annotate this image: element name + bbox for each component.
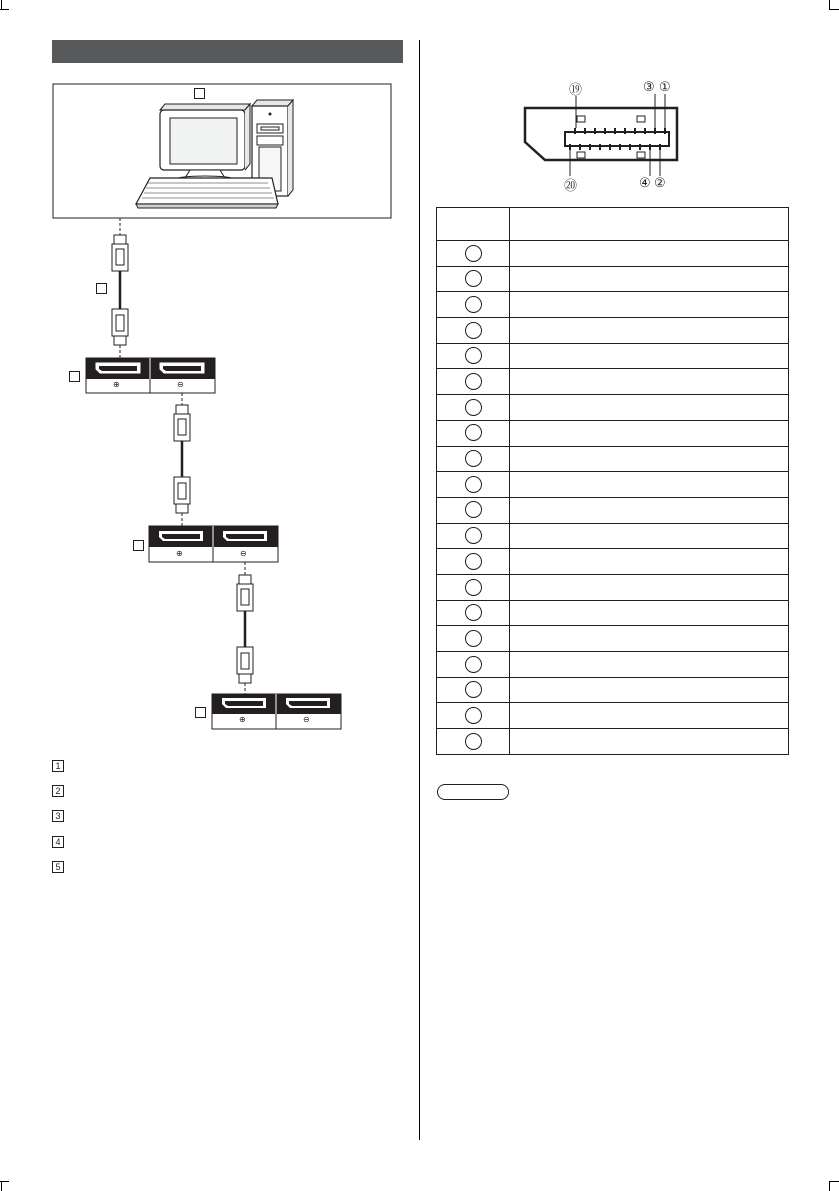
signal-name-cell xyxy=(510,677,789,703)
pin-number-circle xyxy=(465,553,482,570)
table-row xyxy=(437,729,789,755)
pin-number-cell xyxy=(437,241,510,267)
pin-number-cell xyxy=(437,626,510,652)
table-row xyxy=(437,292,789,318)
signal-name-cell xyxy=(510,369,789,395)
pin-number-circle xyxy=(465,630,482,647)
table-row xyxy=(437,472,789,498)
signal-name-cell xyxy=(510,343,789,369)
pin-number-circle xyxy=(465,450,482,467)
legend-item xyxy=(52,760,392,774)
legend-number-box: 1 xyxy=(52,760,64,772)
signal-name-cell xyxy=(510,241,789,267)
signal-name-cell xyxy=(510,549,789,575)
legend-item xyxy=(52,861,392,875)
section-header-bar xyxy=(52,40,403,63)
input-port-icon: ⊕ xyxy=(176,549,183,558)
output-port-icon: ⊖ xyxy=(303,715,310,724)
note-badge xyxy=(437,784,509,800)
table-row xyxy=(437,652,789,678)
legend-item xyxy=(52,810,392,824)
callout-display-3 xyxy=(195,707,206,718)
legend-number-box: 2 xyxy=(52,785,64,797)
pin-label-2: ② xyxy=(654,175,666,190)
pin-number-circle xyxy=(465,527,482,544)
input-port-icon: ⊕ xyxy=(239,715,246,724)
legend-number-box: 4 xyxy=(52,836,64,848)
crop-mark xyxy=(829,1181,839,1182)
pin-number-cell xyxy=(437,729,510,755)
pin-number-circle xyxy=(465,399,482,416)
table-row xyxy=(437,549,789,575)
pin-number-cell xyxy=(437,600,510,626)
pin-number-circle xyxy=(465,681,482,698)
signal-name-cell xyxy=(510,446,789,472)
display-terminal-panel xyxy=(86,358,215,393)
signal-name-header xyxy=(510,208,789,241)
table-row xyxy=(437,318,789,344)
pin-number-cell xyxy=(437,446,510,472)
signal-name-cell xyxy=(510,703,789,729)
crop-mark xyxy=(829,1181,830,1191)
pin-number-cell xyxy=(437,677,510,703)
pin-number-circle xyxy=(465,270,482,287)
table-row xyxy=(437,395,789,421)
pin-number-cell xyxy=(437,497,510,523)
pin-number-cell xyxy=(437,266,510,292)
crop-mark xyxy=(0,1181,9,1182)
pin-number-cell xyxy=(437,292,510,318)
pin-number-header xyxy=(437,208,510,241)
table-row xyxy=(437,343,789,369)
signal-name-cell xyxy=(510,729,789,755)
signal-name-cell xyxy=(510,420,789,446)
pin-number-circle xyxy=(465,501,482,518)
signal-name-cell xyxy=(510,266,789,292)
crop-mark xyxy=(0,9,9,10)
pin-number-cell xyxy=(437,523,510,549)
pin-label-4: ④ xyxy=(639,175,651,190)
pin-number-circle xyxy=(465,733,482,750)
callout-pc xyxy=(194,88,205,99)
pin-number-circle xyxy=(465,424,482,441)
column-divider xyxy=(419,40,420,1140)
pin-number-circle xyxy=(465,656,482,673)
pin-label-19: ⑲ xyxy=(569,82,583,97)
pin-number-cell xyxy=(437,652,510,678)
pin-number-circle xyxy=(465,245,482,262)
callout-display-2 xyxy=(133,540,144,551)
pin-number-cell xyxy=(437,549,510,575)
signal-name-cell xyxy=(510,318,789,344)
pin-number-circle xyxy=(465,347,482,364)
pin-number-cell xyxy=(437,395,510,421)
table-row xyxy=(437,574,789,600)
table-row xyxy=(437,446,789,472)
table-row xyxy=(437,266,789,292)
table-row xyxy=(437,523,789,549)
signal-name-cell xyxy=(510,600,789,626)
legend-item xyxy=(52,785,392,799)
pin-number-circle xyxy=(465,296,482,313)
pin-number-cell xyxy=(437,343,510,369)
crop-mark xyxy=(829,0,830,9)
pin-label-20: ⑳ xyxy=(564,178,578,193)
table-row xyxy=(437,703,789,729)
pin-number-circle xyxy=(465,322,482,339)
pin-number-circle xyxy=(465,373,482,390)
crop-mark xyxy=(1,1181,2,1191)
input-port-icon: ⊕ xyxy=(113,380,120,389)
table-row xyxy=(437,241,789,267)
legend-number-box: 3 xyxy=(52,810,64,822)
pin-label-1: ① xyxy=(659,79,671,94)
signal-name-cell xyxy=(510,292,789,318)
pin-number-cell xyxy=(437,318,510,344)
signal-name-cell xyxy=(510,497,789,523)
pin-number-circle xyxy=(465,604,482,621)
pin-number-cell xyxy=(437,420,510,446)
output-port-icon: ⊖ xyxy=(177,380,184,389)
table-row xyxy=(437,369,789,395)
output-port-icon: ⊖ xyxy=(240,549,247,558)
pin-number-circle xyxy=(465,476,482,493)
table-row xyxy=(437,626,789,652)
table-row xyxy=(437,600,789,626)
connection-diagram xyxy=(40,80,400,740)
table-row xyxy=(437,497,789,523)
table-row xyxy=(437,420,789,446)
signal-name-cell xyxy=(510,626,789,652)
pin-assignment-table xyxy=(436,207,789,755)
signal-name-cell xyxy=(510,472,789,498)
signal-name-cell xyxy=(510,652,789,678)
pin-number-cell xyxy=(437,703,510,729)
table-header-row xyxy=(437,208,789,241)
pin-number-circle xyxy=(465,707,482,724)
legend-number-box: 5 xyxy=(52,861,64,873)
signal-name-cell xyxy=(510,395,789,421)
signal-name-cell xyxy=(510,523,789,549)
pin-label-3: ③ xyxy=(643,79,655,94)
pin-number-cell xyxy=(437,574,510,600)
callout-cable xyxy=(96,283,107,294)
cable-plug xyxy=(112,235,128,271)
pin-number-cell xyxy=(437,369,510,395)
legend-item xyxy=(52,836,392,850)
crop-mark xyxy=(1,0,2,9)
table-row xyxy=(437,677,789,703)
pin-number-cell xyxy=(437,472,510,498)
crop-mark xyxy=(829,9,839,10)
callout-display-1 xyxy=(69,371,80,382)
pin-number-circle xyxy=(465,579,482,596)
signal-name-cell xyxy=(510,574,789,600)
